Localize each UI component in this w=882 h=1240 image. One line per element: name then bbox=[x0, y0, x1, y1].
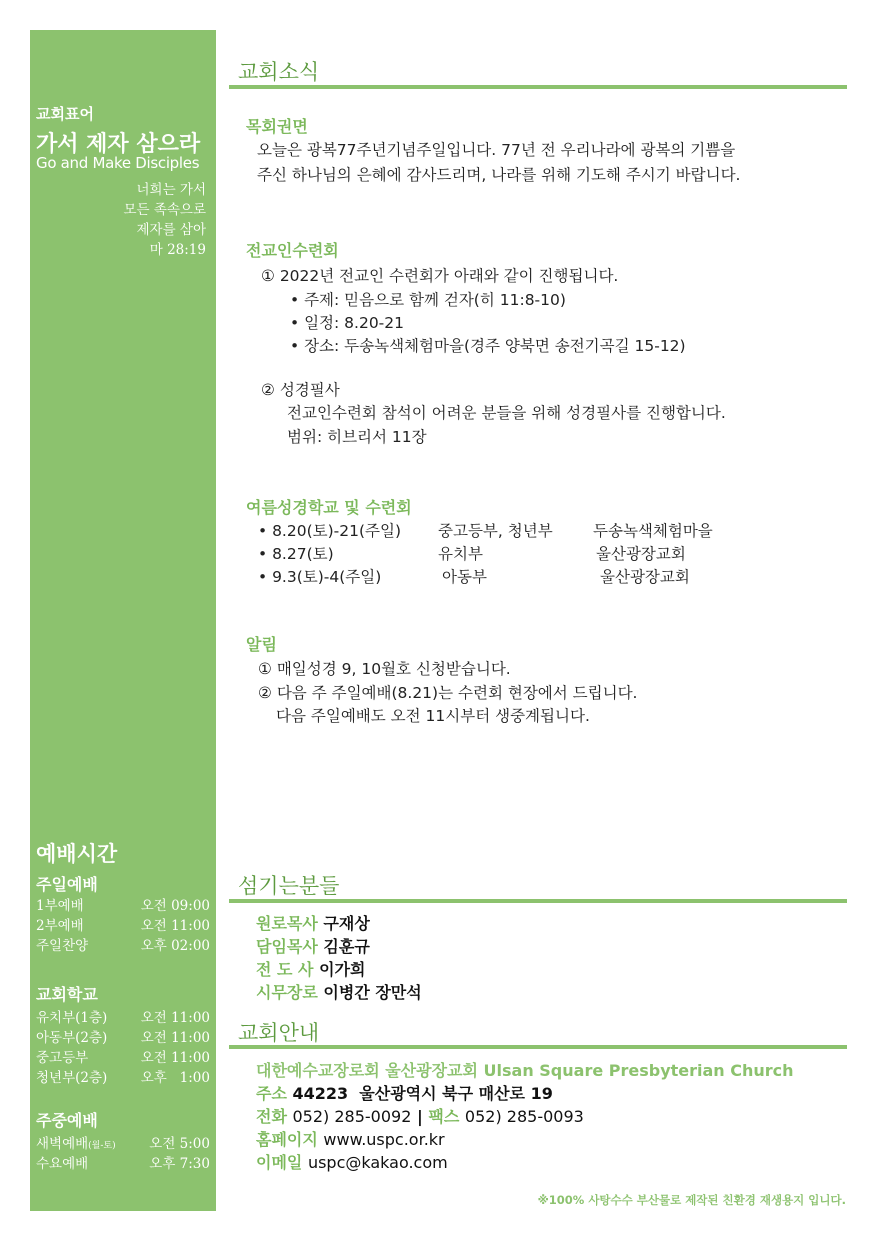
schedule-row bbox=[36, 1028, 210, 1048]
sunday-worship-list bbox=[36, 896, 210, 956]
staff-role: 전 도 사 bbox=[256, 960, 314, 979]
fax-value: 052) 285-0093 bbox=[464, 1107, 584, 1126]
schedule-name: 청년부(2층) bbox=[36, 1070, 108, 1086]
schedule-name: 중고등부 bbox=[36, 1050, 89, 1066]
schedule-row bbox=[36, 936, 210, 956]
email-row bbox=[256, 1150, 448, 1173]
staff-role: 원로목사 bbox=[256, 914, 318, 933]
schedule-time: 오전 11:00 bbox=[140, 1010, 210, 1026]
schedule-name: 아동부(2층) bbox=[36, 1030, 108, 1046]
schedule-name: 1부예배 bbox=[36, 898, 84, 914]
schedule-time: 오전 11:00 bbox=[140, 1050, 210, 1066]
notice-line: ① 매일성경 9, 10월호 신청받습니다. bbox=[258, 660, 511, 678]
schedule-name: 유치부(1층) bbox=[36, 1010, 108, 1026]
schedule-time: 오후 7:30 bbox=[149, 1156, 210, 1172]
vbs-group: 중고등부, 청년부 bbox=[438, 522, 553, 540]
phone-row bbox=[256, 1104, 584, 1127]
phone-label: 전화 bbox=[256, 1107, 287, 1126]
notice-line: ② 다음 주 주일예배(8.21)는 수련회 현장에서 드립니다. bbox=[258, 684, 638, 702]
worship-times-title: 예배시간 bbox=[36, 842, 118, 866]
staff-name: 김훈규 bbox=[323, 937, 370, 956]
homepage-label: 홈페이지 bbox=[256, 1130, 318, 1149]
staff-row bbox=[256, 980, 422, 1003]
section-divider bbox=[229, 1045, 847, 1049]
staff-row bbox=[256, 957, 365, 980]
vbs-date: • 9.3(토)-4(주일) bbox=[258, 568, 382, 586]
staff-row bbox=[256, 911, 370, 934]
church-name: 대한예수교장로회 울산광장교회 Ulsan Square Presbyterian Church bbox=[256, 1061, 794, 1080]
schedule-time: 오후 02:00 bbox=[140, 938, 210, 954]
retreat-detail: 범위: 히브리서 11장 bbox=[287, 428, 427, 446]
verse-reference: 마 28:19 bbox=[149, 242, 206, 258]
vbs-date: • 8.20(토)-21(주일) bbox=[258, 522, 402, 540]
retreat-heading: 전교인수련회 bbox=[246, 241, 339, 260]
vbs-place: 울산광장교회 bbox=[596, 545, 686, 563]
section-divider bbox=[229, 899, 847, 903]
verse-line: 너희는 가서 bbox=[136, 182, 206, 198]
staff-name: 이병간 장만석 bbox=[323, 983, 422, 1002]
church-news-title: 교회소식 bbox=[238, 60, 320, 84]
email-label: 이메일 bbox=[256, 1153, 303, 1172]
staff-row bbox=[256, 934, 370, 957]
staff-role: 시무장로 bbox=[256, 983, 318, 1002]
schedule-name: 수요예배 bbox=[36, 1156, 89, 1172]
schedule-time: 오전 5:00 bbox=[149, 1136, 210, 1152]
schedule-row bbox=[36, 1134, 210, 1154]
retreat-item: ① 2022년 전교인 수련회가 아래와 같이 진행됩니다. bbox=[261, 267, 619, 285]
vbs-date: • 8.27(토) bbox=[258, 545, 334, 563]
retreat-bullet: • 주제: 믿음으로 함께 걷자(히 11:8-10) bbox=[290, 291, 566, 309]
weekday-worship-list bbox=[36, 1134, 210, 1174]
vbs-group: 유치부 bbox=[438, 545, 483, 563]
schedule-row bbox=[36, 1154, 210, 1174]
pastor-message-heading: 목회권면 bbox=[246, 117, 308, 136]
pastor-message-line: 주신 하나님의 은혜에 감사드리며, 나라를 위해 기도해 주시기 바랍니다. bbox=[257, 166, 741, 184]
homepage-link[interactable]: www.uspc.or.kr bbox=[323, 1130, 445, 1149]
sidebar bbox=[30, 30, 216, 1211]
separator: | bbox=[416, 1107, 423, 1126]
motto-title: 가서 제자 삼으라 bbox=[36, 132, 201, 157]
footer-note: ※100% 사탕수수 부산물로 제작된 친환경 재생용지 입니다. bbox=[537, 1193, 846, 1207]
verse-line: 제자를 삼아 bbox=[136, 222, 206, 238]
retreat-item: ② 성경필사 bbox=[261, 381, 340, 399]
vbs-place: 울산광장교회 bbox=[600, 568, 690, 586]
schedule-row bbox=[36, 896, 210, 916]
schedule-time: 오전 09:00 bbox=[140, 898, 210, 914]
motto-verse bbox=[123, 180, 206, 260]
schedule-name: 주일찬양 bbox=[36, 938, 89, 954]
schedule-time: 오전 11:00 bbox=[140, 1030, 210, 1046]
staff-name: 구재상 bbox=[323, 914, 370, 933]
vbs-place: 두송녹색체험마을 bbox=[593, 522, 713, 540]
schedule-row bbox=[36, 1048, 210, 1068]
schedule-name: 2부예배 bbox=[36, 918, 84, 934]
church-school-title: 교회학교 bbox=[36, 985, 98, 1004]
servants-title: 섬기는분들 bbox=[238, 874, 340, 898]
church-info-title: 교회안내 bbox=[238, 1021, 320, 1045]
schedule-name: 새벽예배 bbox=[36, 1136, 89, 1152]
address-row bbox=[256, 1081, 553, 1104]
retreat-bullet: • 장소: 두송녹색체험마을(경주 양북면 송전기곡길 15-12) bbox=[290, 337, 686, 355]
address-label: 주소 bbox=[256, 1084, 287, 1103]
address-value: 44223 울산광역시 북구 매산로 19 bbox=[292, 1084, 553, 1103]
notice-heading: 알림 bbox=[246, 635, 277, 654]
schedule-row bbox=[36, 1008, 210, 1028]
staff-name: 이가희 bbox=[319, 960, 366, 979]
retreat-bullet: • 일정: 8.20-21 bbox=[290, 314, 404, 332]
schedule-time: 오전 11:00 bbox=[140, 918, 210, 934]
section-divider bbox=[229, 85, 847, 89]
sunday-worship-title: 주일예배 bbox=[36, 875, 98, 894]
schedule-time: 오후 1:00 bbox=[140, 1070, 210, 1086]
pastor-message-line: 오늘은 광복77주년기념주일입니다. 77년 전 우리나라에 광복의 기쁨을 bbox=[257, 141, 736, 159]
phone-value: 052) 285-0092 bbox=[292, 1107, 412, 1126]
staff-role: 담임목사 bbox=[256, 937, 318, 956]
vbs-group: 아동부 bbox=[442, 568, 487, 586]
weekday-worship-title: 주중예배 bbox=[36, 1111, 98, 1130]
email-link[interactable]: uspc@kakao.com bbox=[307, 1153, 448, 1172]
vbs-heading: 여름성경학교 및 수련회 bbox=[246, 498, 412, 517]
fax-label: 팩스 bbox=[428, 1107, 460, 1126]
notice-line: 다음 주일예배도 오전 11시부터 생중계됩니다. bbox=[276, 707, 590, 725]
schedule-row bbox=[36, 916, 210, 936]
church-school-list bbox=[36, 1008, 210, 1088]
homepage-row bbox=[256, 1127, 445, 1150]
schedule-days: (월-토) bbox=[88, 1141, 116, 1151]
schedule-row bbox=[36, 1068, 210, 1088]
motto-english: Go and Make Disciples bbox=[36, 154, 200, 172]
motto-label: 교회표어 bbox=[36, 105, 94, 123]
verse-line: 모든 족속으로 bbox=[123, 202, 206, 218]
retreat-detail: 전교인수련회 참석이 어려운 분들을 위해 성경필사를 진행합니다. bbox=[287, 404, 726, 422]
